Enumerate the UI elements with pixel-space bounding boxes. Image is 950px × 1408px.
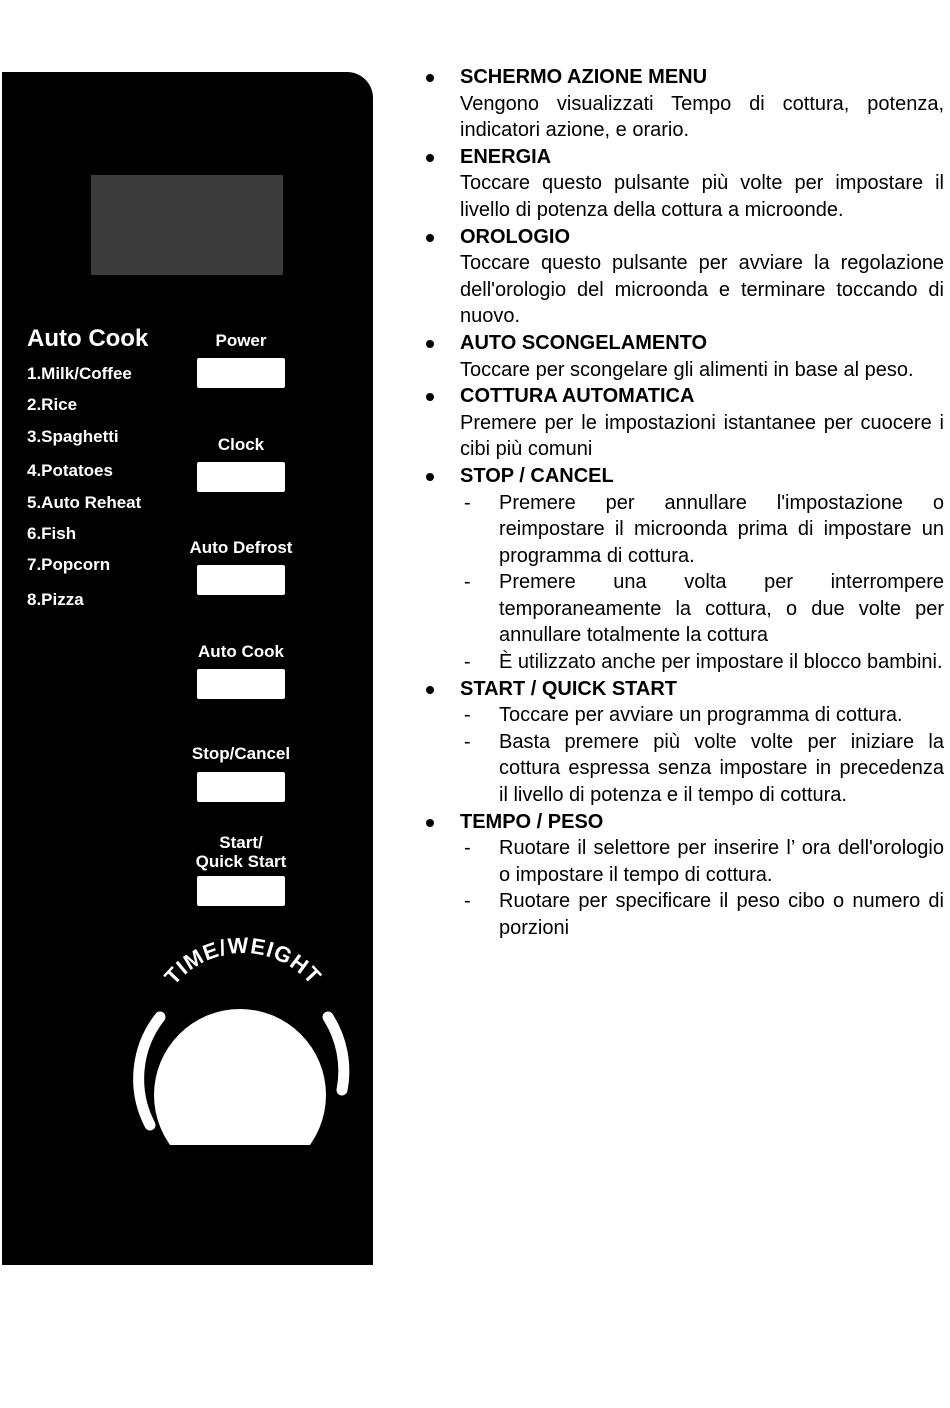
section-body: Toccare questo pulsante per avviare la regolazione dell'orologio del microonda e terminare toccando di nuovo. <box>460 252 944 328</box>
section-power <box>420 144 944 224</box>
section-title: OROLOGIO <box>460 225 570 248</box>
dial-right-arc <box>328 1017 344 1090</box>
dash-marker: - <box>464 730 471 753</box>
start-label <box>172 833 310 871</box>
dash-marker: - <box>464 704 471 727</box>
sub-item <box>420 888 944 941</box>
clock-button[interactable] <box>197 462 285 492</box>
menu-action-display <box>91 175 283 275</box>
bullet-dot <box>426 234 434 242</box>
auto-cook-item: 4.Potatoes <box>27 461 113 480</box>
section-menu-display <box>420 64 944 144</box>
clock-label: Clock <box>217 435 265 454</box>
auto-cook-item: 7.Popcorn <box>27 555 111 574</box>
bullet-dot <box>426 393 434 401</box>
section-body: Premere per le impostazioni istantanee per cuocere i cibi più comuni <box>460 411 944 461</box>
section-body: Vengono visualizzati Tempo di cottura, potenza, indicatori azione, e orario. <box>460 92 944 142</box>
section-title: COTTURA AUTOMATICA <box>460 385 695 408</box>
sub-item-text: Toccare per avviare un programma di cottura. <box>499 704 903 727</box>
sub-item <box>420 702 944 729</box>
section-auto-defrost <box>420 330 944 383</box>
auto-cook-item: 1.Milk/Coffee <box>27 364 132 383</box>
stop-cancel-label: Stop/Cancel <box>191 744 291 763</box>
section-title: AUTO SCONGELAMENTO <box>460 331 708 354</box>
section-clock <box>420 224 944 330</box>
auto-cook-button[interactable] <box>197 669 285 699</box>
auto-cook-item: 2.Rice <box>27 395 78 414</box>
section-stop-cancel <box>420 463 944 490</box>
power-label: Power <box>215 331 267 350</box>
auto-cook-menu-title: Auto Cook <box>27 325 149 352</box>
section-auto-cook <box>420 383 944 463</box>
bullet-dot <box>426 686 434 694</box>
dash-marker: - <box>464 890 471 913</box>
sub-item-text: Premere per annullare l'impostazione o reimpostare il microonda prima di impostare un programma di cottura. <box>499 491 944 567</box>
section-title: SCHERMO AZIONE MENU <box>460 66 708 88</box>
auto-cook-item: 5.Auto Reheat <box>27 493 142 512</box>
instructions-column <box>420 64 944 942</box>
dash-marker: - <box>464 571 471 594</box>
bullet-dot <box>426 819 434 827</box>
sub-item-text: È utilizzato anche per impostare il blocco bambini. <box>499 651 943 674</box>
section-start <box>420 676 944 703</box>
sub-item-text: Premere una volta per interrompere temporaneamente la cottura, o due volte per annullare totalmente la cottura <box>499 571 944 647</box>
bullet-dot <box>426 154 434 162</box>
sub-item <box>420 649 944 676</box>
dial-knob[interactable] <box>154 1009 326 1145</box>
power-button[interactable] <box>197 358 285 388</box>
bullet-dot <box>426 340 434 348</box>
sub-item-text: Ruotare per specificare il peso cibo o numero di porzioni <box>499 890 944 939</box>
auto-cook-item: 6.Fish <box>27 524 77 543</box>
dash-marker: - <box>464 651 471 674</box>
sub-item-text: Basta premere più volte volte per iniziare la cottura espressa senza impostare in precedenza il livello di potenza e il tempo di cottura. <box>499 730 944 807</box>
dash-marker: - <box>464 837 471 860</box>
auto-cook-item: 3.Spaghetti <box>27 427 119 446</box>
auto-cook-label: Auto Cook <box>198 642 284 661</box>
auto-defrost-label: Auto Defrost <box>189 538 293 557</box>
stop-cancel-button[interactable] <box>197 772 285 802</box>
sub-item <box>420 569 944 649</box>
start-label-line2: Quick Start <box>195 852 287 871</box>
section-title: START / QUICK START <box>460 677 678 700</box>
section-title: TEMPO / PESO <box>460 810 604 833</box>
sub-item <box>420 835 944 888</box>
section-body: Toccare per scongelare gli alimenti in base al peso. <box>460 358 914 381</box>
sub-item <box>420 729 944 809</box>
auto-defrost-button[interactable] <box>197 565 285 595</box>
section-title: STOP / CANCEL <box>460 464 614 487</box>
section-time-weight <box>420 809 944 836</box>
time-weight-label: TIME/WEIGHT <box>159 932 327 990</box>
bullet-dot <box>426 74 434 82</box>
section-title: ENERGIA <box>460 145 552 168</box>
auto-cook-item: 8.Pizza <box>27 590 84 609</box>
sub-item-text: Ruotare il selettore per inserire l’ ora dell'orologio o impostare il tempo di cottura. <box>499 837 944 886</box>
section-body: Toccare questo pulsante più volte per impostare il livello di potenza della cottura a microonde. <box>460 172 944 221</box>
dash-marker: - <box>464 491 471 514</box>
time-weight-dial[interactable] <box>100 895 380 1145</box>
start-label-line1: Start/ <box>219 833 263 852</box>
bullet-dot <box>426 473 434 481</box>
sub-item <box>420 490 944 570</box>
